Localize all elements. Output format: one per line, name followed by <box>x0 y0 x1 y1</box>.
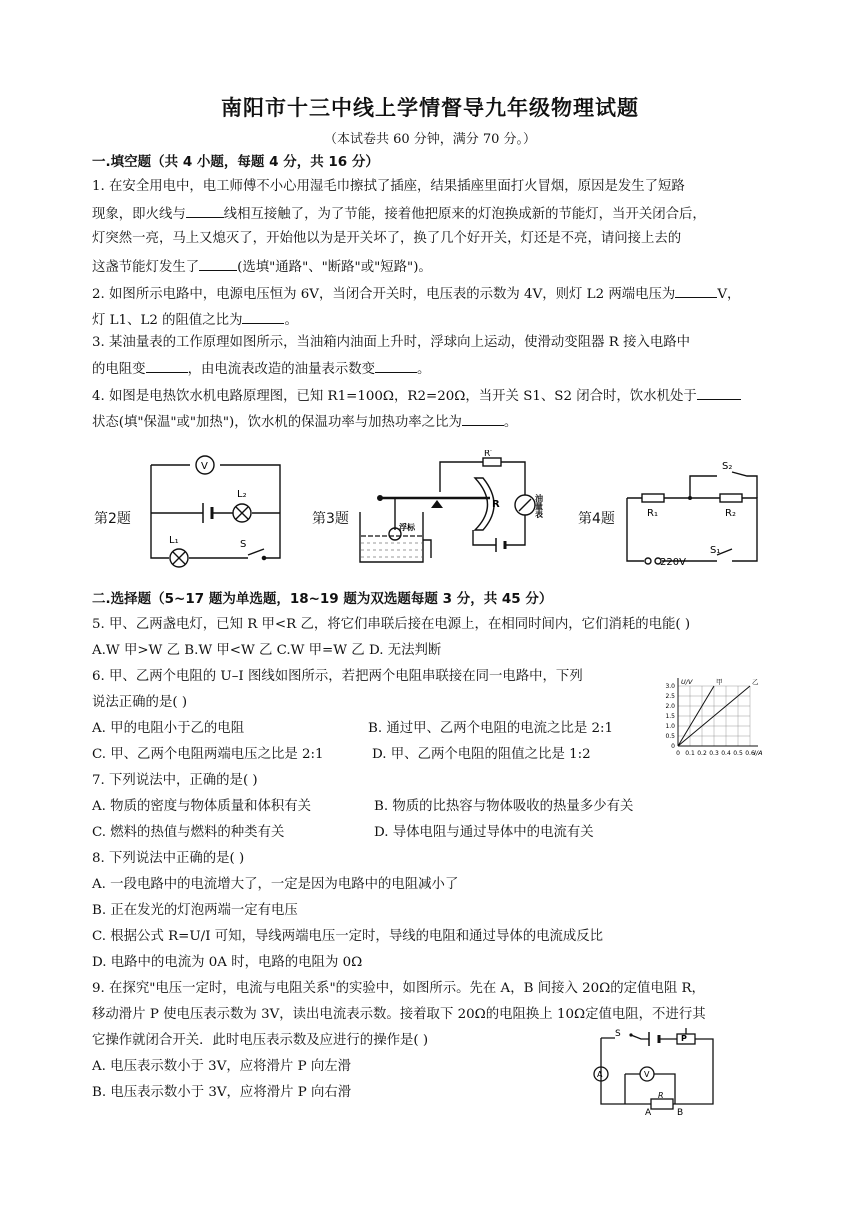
fig4-water-dispenser-circuit <box>622 458 772 570</box>
q4-line1 <box>92 385 741 407</box>
r-label: R <box>492 499 500 510</box>
y-tick-label: 0 <box>671 743 675 750</box>
q2-line1 <box>92 283 740 305</box>
q3-text: 。 <box>417 362 431 377</box>
answer-blank <box>146 358 188 373</box>
voltmeter-label: V <box>201 461 208 472</box>
q2-text: 灯 L1、L2 的阻值之比为 <box>92 313 243 328</box>
l2-label: L₂ <box>237 489 247 500</box>
answer-blank <box>199 256 237 271</box>
q9-line1: 9. 在探究"电压一定时，电流与电阻关系"的实验中，如图所示。先在 A，B 间接入 20Ω的定值电阻 R， <box>92 981 705 996</box>
page-title: 南阳市十三中线上学情督导九年级物理试题 <box>221 96 639 120</box>
q9-option-b: B. 电压表示数小于 3V，应将滑片 P 向右滑 <box>92 1085 352 1100</box>
q3-line1: 3. 某油量表的工作原理如图所示，当油箱内油面上升时，浮球向上运动，使滑动变阻器 R 接入电路中 <box>92 335 691 350</box>
oil-gauge-label: 油量表 <box>534 494 544 518</box>
s1-label: S₁ <box>710 545 721 556</box>
q6-option-d: D. 甲、乙两个电阻的阻值之比是 1:2 <box>372 747 591 762</box>
tank-outlet-pipe <box>423 540 431 558</box>
q9-wires <box>601 1035 713 1104</box>
q9-switch-label: S <box>615 1029 621 1039</box>
q4-text: 。 <box>503 415 518 430</box>
q5-stem: 5. 甲、乙两盏电灯，已知 R 甲<R 乙，将它们串联后接在电源上，在相同时间内，它们消耗的电能( ) <box>92 617 691 632</box>
q5-options: A.W 甲>W 乙 B.W 甲<W 乙 C.W 甲=W 乙 D. 无法判断 <box>92 643 442 658</box>
fig2-circuit-diagram <box>145 455 285 570</box>
q1-line4 <box>92 256 432 278</box>
q9-resistor-label: R <box>658 1091 664 1100</box>
section2-heading: 二.选择题（5~17 题为单选题，18~19 题为双选题每题 3 分，共 45 分） <box>92 591 553 607</box>
answer-blank <box>675 283 717 298</box>
l1-label: L₁ <box>169 535 179 546</box>
resistor-r2-icon <box>720 494 742 502</box>
q2-text: 2. 如图所示电路中，电源电压恒为 6V，当闭合开关时，电压表的示数为 4V，则灯 L2 两端电压为 <box>92 287 676 302</box>
q6-line2: 说法正确的是( ) <box>92 695 188 710</box>
lever-support-icon <box>431 500 443 508</box>
x-tick-label: 0.2 <box>697 750 707 757</box>
page-subtitle: （本试卷共 60 分钟，满分 70 分。） <box>323 132 537 147</box>
q9-ammeter-label: A <box>597 1070 603 1079</box>
q9-slider-label: P <box>681 1034 687 1043</box>
y-tick-label: 1.5 <box>665 713 675 720</box>
source-label: 220V <box>660 557 686 568</box>
series-label: 甲 <box>716 678 723 686</box>
y-tick-label: 0.5 <box>665 733 675 740</box>
q1-text: 现象，即火线与 <box>92 207 186 222</box>
q8-option-c: C. 根据公式 R=U/I 可知，导线两端电压一定时，导线的电阻和通过导体的电流成反比 <box>92 929 604 944</box>
q9-node-a-label: A <box>645 1108 652 1116</box>
r1-label: R₁ <box>647 508 658 519</box>
q1-line1: 1. 在安全用电中，电工师傅不小心用湿毛巾擦拭了插座，结果插座里面打火冒烟，原因是发生了短路 <box>92 179 685 194</box>
x-tick-label: 0.5 <box>733 750 743 757</box>
q8-option-d: D. 电路中的电流为 0A 时，电路的电阻为 0Ω <box>92 955 363 970</box>
r-prime-label: R′ <box>484 450 493 459</box>
float-label: 浮标 <box>399 523 415 532</box>
q4-text: 4. 如图是电热饮水机电路原理图，已知 R1=100Ω，R2=20Ω，当开关 S1、S2 闭合时，饮水机处于 <box>92 389 697 404</box>
q6-line1: 6. 甲、乙两个电阻的 U–I 图线如图所示，若把两个电阻串联接在同一电路中，下列 <box>92 669 583 684</box>
q3-text: ，由电流表改造的油量表示数变 <box>187 362 376 377</box>
q7-option-b: B. 物质的比热容与物体吸收的热量多少有关 <box>374 799 634 814</box>
x-tick-label: 0.1 <box>685 750 695 757</box>
q8-stem: 8. 下列说法中正确的是( ) <box>92 851 245 866</box>
switch-contact-icon <box>262 556 265 559</box>
q7-option-c: C. 燃料的热值与燃料的种类有关 <box>92 825 285 840</box>
fig3-label: 第3题 <box>312 511 349 527</box>
q4-text: 状态(填"保温"或"加热")，饮水机的保温功率与加热功率之比为 <box>92 415 462 430</box>
q6-option-b: B. 通过甲、乙两个电阻的电流之比是 2:1 <box>368 721 614 736</box>
s2-label: S₂ <box>722 461 733 472</box>
answer-blank <box>186 203 224 218</box>
y-tick-label: 2.0 <box>665 703 675 710</box>
q9-node-b-label: B <box>677 1108 684 1116</box>
q7-stem: 7. 下列说法中，正确的是( ) <box>92 773 258 788</box>
ui-graph-chart <box>652 674 764 762</box>
fig2-label: 第2题 <box>94 511 131 527</box>
answer-blank <box>242 309 284 324</box>
y-axis-label: U/V <box>681 678 693 686</box>
q1-line3: 灯突然一亮，马上又熄灭了，开始他以为是开关坏了，换了几个好开关，灯还是不亮，请问接上去的 <box>92 231 682 246</box>
answer-blank <box>462 411 504 426</box>
q6-option-a: A. 甲的电阻小于乙的电阻 <box>92 721 245 736</box>
resistor-r1-icon <box>642 494 664 502</box>
y-tick-label: 2.5 <box>665 693 675 700</box>
q7-option-a: A. 物质的密度与物体质量和体积有关 <box>92 799 312 814</box>
series-label: 乙 <box>752 678 759 686</box>
q8-option-b: B. 正在发光的灯泡两端一定有电压 <box>92 903 298 918</box>
y-tick-label: 1.0 <box>665 723 675 730</box>
q2-text: V， <box>717 287 741 302</box>
r2-label: R₂ <box>725 508 736 519</box>
q9-line2: 移动滑片 P 使电压表示数为 3V，读出电流表示数。接着取下 20Ω的电阻换上 10Ω定值电阻，不进行其 <box>92 1007 706 1022</box>
fig3-oil-gauge-diagram <box>355 450 565 575</box>
resistor-r-prime-icon <box>483 458 501 466</box>
x-tick-label: 0.3 <box>709 750 719 757</box>
q2-line2 <box>92 309 298 331</box>
q7-option-d: D. 导体电阻与通过导体中的电流有关 <box>374 825 594 840</box>
q1-text: 这盏节能灯发生了 <box>92 260 200 275</box>
x-axis-label: I/A <box>754 749 763 757</box>
section1-heading: 一.填空题（共 4 小题，每题 4 分，共 16 分） <box>92 154 379 170</box>
switch-label: S <box>240 539 247 550</box>
resistor-r-icon <box>651 1099 673 1109</box>
oil-tank-icon <box>360 512 423 562</box>
q3-line2 <box>92 358 430 380</box>
q2-text: 。 <box>284 313 298 328</box>
q9-option-a: A. 电压表示数小于 3V，应将滑片 P 向左滑 <box>92 1059 352 1074</box>
x-tick-label: 0.6 <box>745 750 755 757</box>
terminal-icon <box>645 558 651 564</box>
answer-blank <box>697 385 741 400</box>
y-tick-label: 3.0 <box>665 683 675 690</box>
q1-line2 <box>92 203 706 225</box>
answer-blank <box>375 358 417 373</box>
q1-text: 线相互接触了，为了节能，接着他把原来的灯泡换成新的节能灯，当开关闭合后， <box>223 207 706 222</box>
q6-option-c: C. 甲、乙两个电阻两端电压之比是 2:1 <box>92 747 324 762</box>
x-tick-label: 0 <box>676 750 680 757</box>
q9-line3: 它操作就闭合开关．此时电压表示数及应进行的操作是( ) <box>92 1033 429 1048</box>
q3-text: 的电阻变 <box>92 362 146 377</box>
q9-circuit-diagram <box>585 1028 720 1116</box>
junction-icon <box>688 496 692 500</box>
q9-voltmeter-label: V <box>644 1070 650 1079</box>
q4-line2 <box>92 411 517 433</box>
q1-text: (选填"通路"、"断路"或"短路")。 <box>237 260 432 275</box>
fig4-label: 第4题 <box>578 511 615 527</box>
x-tick-label: 0.4 <box>721 750 731 757</box>
q8-option-a: A. 一段电路中的电流增大了，一定是因为电路中的电阻减小了 <box>92 877 459 892</box>
fig3-wires <box>440 462 525 545</box>
lever-pivot-icon <box>377 495 383 501</box>
